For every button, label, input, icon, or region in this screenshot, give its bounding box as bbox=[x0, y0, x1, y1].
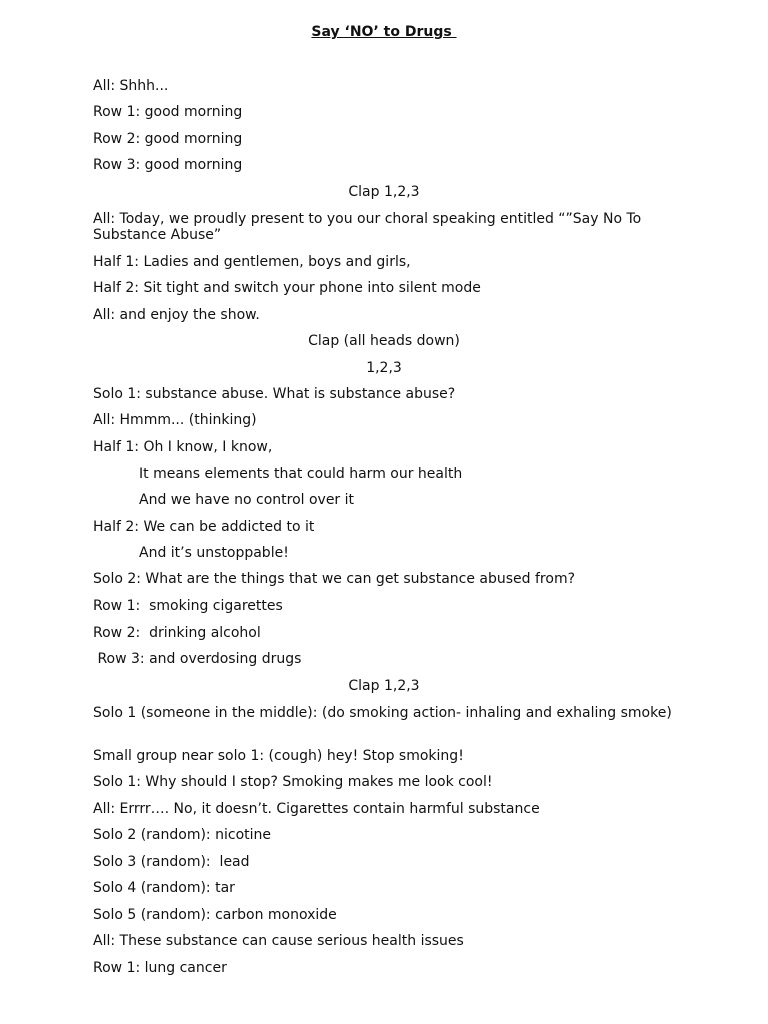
stage-direction: Clap (all heads down) bbox=[308, 333, 460, 349]
script-line: All: Today, we proudly present to you our choral speaking entitled “”Say No To Substance Abuse” bbox=[93, 211, 646, 243]
script-line: Row 3: and overdosing drugs bbox=[93, 651, 302, 667]
script-line: Half 2: We can be addicted to it bbox=[93, 519, 315, 535]
script-line: Row 2: drinking alcohol bbox=[93, 625, 261, 641]
script-line-continued: It means elements that could harm our health bbox=[139, 466, 463, 482]
stage-direction: 1,2,3 bbox=[366, 360, 402, 376]
script-line: All: Hmmm... (thinking) bbox=[93, 412, 257, 428]
script-line: All: Errrr…. No, it doesn’t. Cigarettes contain harmful substance bbox=[93, 801, 540, 817]
script-line: Small group near solo 1: (cough) hey! Stop smoking! bbox=[93, 748, 464, 764]
script-line: Half 2: Sit tight and switch your phone into silent mode bbox=[93, 280, 481, 296]
script-line: Solo 1: Why should I stop? Smoking makes me look cool! bbox=[93, 774, 493, 790]
script-line: Solo 2: What are the things that we can get substance abused from? bbox=[93, 571, 576, 587]
script-line: Row 1: smoking cigarettes bbox=[93, 598, 283, 614]
script-line: Solo 3 (random): lead bbox=[93, 854, 250, 870]
script-line-continued: And we have no control over it bbox=[139, 492, 355, 508]
script-line: Row 3: good morning bbox=[93, 157, 243, 173]
script-line: Half 1: Ladies and gentlemen, boys and girls, bbox=[93, 254, 411, 270]
script-line: Row 2: good morning bbox=[93, 131, 243, 147]
document-title: Say ‘NO’ to Drugs bbox=[311, 24, 457, 40]
script-line: Half 1: Oh I know, I know, bbox=[93, 439, 273, 455]
script-line: Solo 5 (random): carbon monoxide bbox=[93, 907, 337, 923]
stage-direction: Clap 1,2,3 bbox=[348, 184, 420, 200]
script-line-continued: And it’s unstoppable! bbox=[139, 545, 289, 561]
script-line: Row 1: lung cancer bbox=[93, 960, 227, 976]
stage-direction: Clap 1,2,3 bbox=[348, 678, 420, 694]
script-line: All: and enjoy the show. bbox=[93, 307, 260, 323]
script-line: Solo 2 (random): nicotine bbox=[93, 827, 271, 843]
script-line: Solo 4 (random): tar bbox=[93, 880, 235, 896]
script-line: All: Shhh... bbox=[93, 78, 169, 94]
script-line: Solo 1 (someone in the middle): (do smoking action- inhaling and exhaling smoke) bbox=[93, 705, 672, 721]
script-line: Row 1: good morning bbox=[93, 104, 243, 120]
script-line: Solo 1: substance abuse. What is substance abuse? bbox=[93, 386, 456, 402]
script-line: All: These substance can cause serious health issues bbox=[93, 933, 464, 949]
